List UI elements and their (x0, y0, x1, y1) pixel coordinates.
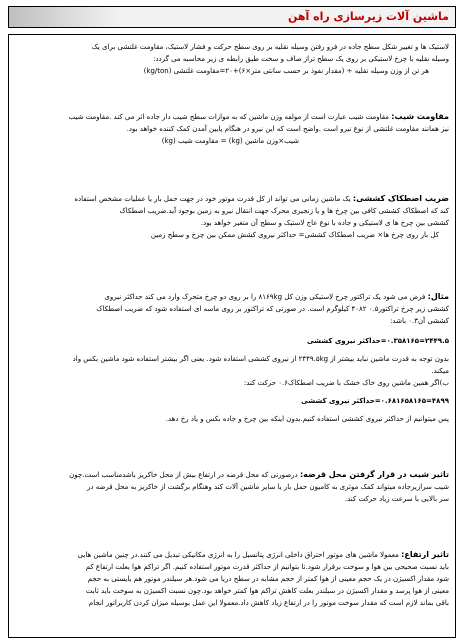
text-line: کششی بین چرخ ها ی لاستیکی و جاده با نوع عاج لاستیک و سطح آن متغیر خواهد بود. (200, 219, 449, 227)
formula-line: ۴۸۹۹=۰.۶۸۱۶۵۸۱۶۵=حداکثر نیروی کششی (301, 397, 449, 405)
text-line: لاستیک ها و تغییر شکل سطح جاده در فرو رفتن وسیله نقلیه بر روی سطح حرکت و فشار لاستیک، مقاومت غلتشی برای یک (91, 43, 449, 51)
text-line: کند که اصطکاک کششی کافی بین چرخ ها و یا زنجیری محرک جهت انتقال نیرو به زمین بوجود آید.ضریب اصطکاک (119, 207, 449, 215)
text-line: فرض می شود یک تراکتور چرخ لاستیکی وزن کل ۸۱۶۹kg را بر روی دو چرخ متحرک وارد می کند حداکثر نیروی (104, 293, 426, 301)
text-line: درصورتی که محل قرضه در ارتفاع بیش از محل خاکریز باشدمناسب است.چون (69, 471, 298, 479)
text-line: کششی زیر چرخ تراکتور۰.۵ ۴۰۸۲ کیلوگرم است. در صورتی که تراکتور بر روی ماسه ای استفاده شود که ضریب اصطکاک (96, 305, 449, 313)
text-line: ب)اگر همین ماشین روی خاک خشک با ضریب اصطکاک۰.۶ حرکت کند: (243, 379, 449, 387)
section-title: ضریب اصطکاک کششی: (352, 194, 449, 203)
text-line: بدون توجه به قدرت ماشین نباید بیشتر از ۲۴۴۹.۵kg از نیروی کششی استفاده شود. یعنی اگر بیشتر استفاده شود ماشین بکس واد (72, 355, 449, 363)
borrow-pit-section (17, 469, 449, 505)
formula-line: ۲۴۴۹.۵=۰.۳۵۸۱۶۵=حداکثر نیروی کششی (307, 337, 449, 345)
elevation-section (17, 549, 449, 609)
intro-section (17, 41, 449, 77)
section-title: مقاومت شیب: (391, 112, 449, 121)
text-line: شود مقدار اکسیژن در یک حجم معینی از هوا کمتر از حجم مشابه در سطح دریا می شود.هر سیلندر موتور هم بایستی به حجم (87, 575, 449, 583)
formula-line: کل بار روی چرخ ها× ضریب اصطکاک کششی= حداکثر نیروی کشش ممکن بین چرخ و سطح زمین (150, 231, 439, 239)
content-frame (8, 34, 456, 638)
text-line: کششی آن۰.۳ باشد: (390, 317, 449, 325)
example-section (17, 291, 449, 425)
section-title: تاثیر شیب در قرار گرفتن محل قرضه: (299, 470, 449, 479)
text-line: مقاومت شیب عبارت است از مولفه وزن ماشین که به موازات سطح شیب دار جاده اثر می کند .مقاومت شیب (68, 113, 390, 121)
text-line: شیب سرازیرجاده میتواند کمک موثری به کامیون حمل بار یا سایر ماشین آلات کند وهنگام برگشت از خاکریز به محل قرضه در (86, 483, 449, 491)
page-header (8, 6, 456, 28)
slope-section (17, 111, 449, 147)
text-line: یک ماشین زمانی می تواند از کل قدرت موتور خود در جهت حمل بار یا عملیات مشخص استفاده (74, 195, 351, 203)
text-line: باید نسبت صحیحی بین هوا و سوخت برقرار شود.تا بتوانیم از حداکثر قدرت موتور استفاده کنیم. اگر تراکم هوا بعلت ارتفاع کم (85, 563, 449, 571)
section-title: تاثیر ارتفاع: (401, 550, 449, 559)
text-line: سر بالایی با سرعت زیاد حرکت کند. (344, 495, 449, 503)
text-line: پس میتوانیم از حداکثر نیروی کششی استفاده کنیم.بدون اینکه بین چرخ و جاده بکس و یاد رخ دهد. (165, 415, 449, 423)
header-gradient-bar (9, 7, 119, 27)
text-line: میکند. (431, 367, 449, 375)
text-line: نیز همانند مقاومت غلتشی از نوع نیرو است .واضح است که این نیرو در هنگام پایین آمدن کمک کننده خواهد بود. (126, 125, 449, 133)
formula-line: شیب×وزن ماشین (kg) = مقاومت شیب (kg) (161, 137, 299, 145)
text-line: باقی بماند لازم است که مقدار سوخت موتور را در ارتفاع زیاد کاهش داد.معمولا این عمل بوسیله میزان کردن کاربراتور انجام (88, 599, 449, 607)
text-line: معمولا ماشین های موتور احتراق داخلی انرژی پتانسیل را به انرژی مکانیکی تبدیل می کنند.در چنین ماشین هایی (77, 551, 399, 559)
formula-line: هر تن از وزن وسیله نقلیه ÷ (مقدار نفوذ بر حسب سانتی متر×۶)+۲۰=مقاومت غلتشی (kg/ton) (143, 67, 429, 75)
traction-section (17, 193, 449, 241)
text-line: وسیله نقلیه با چرخ لاستیکی بر روی یک سطح تراز صاف و سخت طبق رابطه ی زیر محاسبه می گردد: (153, 55, 449, 63)
section-title: مثال: (427, 292, 449, 301)
text-line: معینی از هوا پرسد و مقدار اکسیژن در سیلندر بعلت کاهش تراکم هوا کمتر خواهد بود.چون نسبت اکسیژن به سوخت باید ثابت (85, 587, 449, 595)
page-title: ماشین آلات زیرسازی راه آهن (287, 10, 449, 23)
